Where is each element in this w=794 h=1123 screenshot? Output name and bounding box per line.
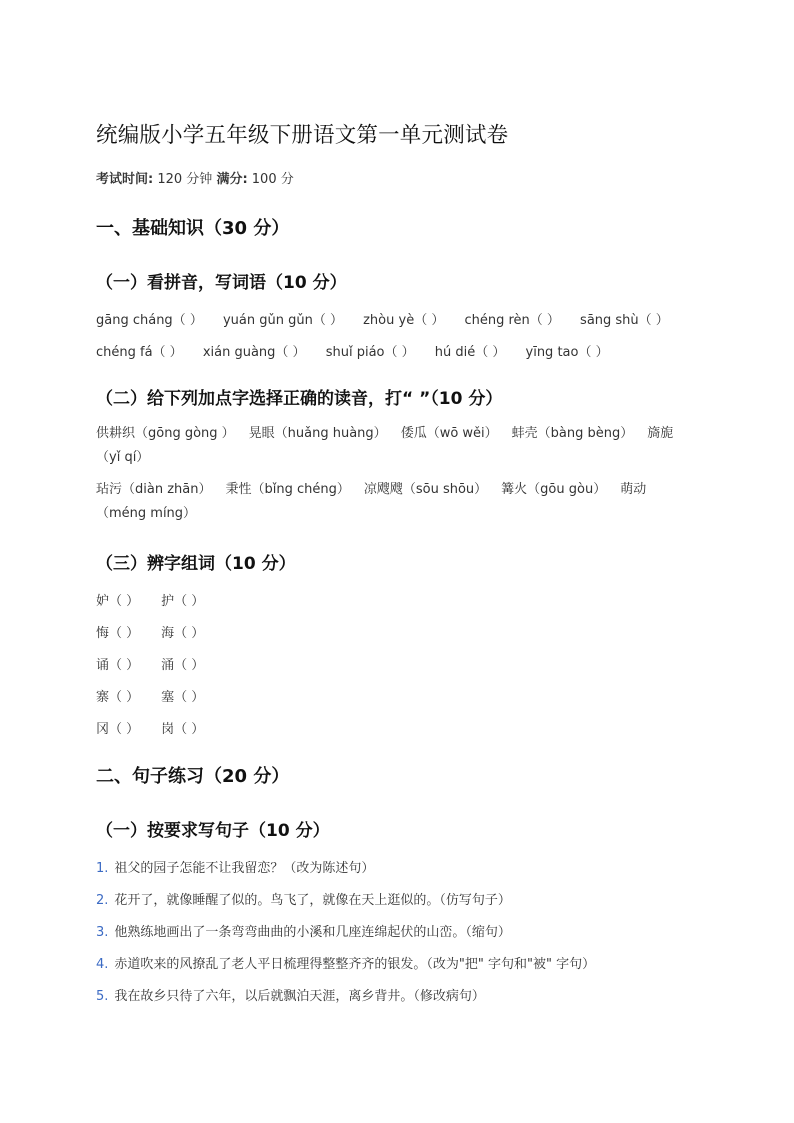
char-pair-row [96,622,204,641]
list-item [96,953,595,972]
reading-item: 玷污（diàn zhān） [96,482,212,497]
pinyin-item: hú dié（ ） [434,345,506,360]
reading-item: 篝火（gōu gòu） [501,482,607,497]
reading-item: 秉性（bǐng chéng） [225,482,350,497]
pinyin-item: sāng shù（ ） [580,313,669,328]
char-pair-row [96,590,204,609]
reading-item: 萌动（méng míng） [96,482,647,521]
part-1-2-heading: （二）给下列加点字选择正确的读音，打“ ”（10 分） [96,389,503,409]
list-item-text: 祖父的园子怎能不让我留恋？（改为陈述句） [114,861,375,876]
list-item [96,921,511,940]
exam-meta [96,168,294,187]
char-pair-item: 妒（ ） [96,594,140,609]
pinyin-item: gāng cháng（ ） [96,313,203,328]
list-item-text: 他熟练地画出了一条弯弯曲曲的小溪和几座连绵起伏的山峦。（缩句） [114,925,511,940]
pinyin-item: chéng rèn（ ） [464,313,560,328]
reading-item: 蚌壳（bàng bèng） [511,426,634,441]
reading-item: 旖旎（yǐ qí） [96,426,674,465]
pinyin-item: xián guàng（ ） [202,345,306,360]
reading-item: 晃眼（huǎng huàng） [248,426,387,441]
char-pair-item: 寨（ ） [96,690,140,705]
char-pair-item: 涌（ ） [161,658,205,673]
list-item-number: 1. [96,861,109,876]
list-item-number: 4. [96,957,109,972]
char-pair-item: 塞（ ） [161,690,205,705]
pinyin-item: chéng fá（ ） [96,345,183,360]
reading-item: 凉飕飕（sōu shōu） [363,482,488,497]
reading-paragraph-1 [96,422,696,470]
section-1-heading: 一、基础知识（30 分） [96,218,290,239]
part-1-1-heading: （一）看拼音，写词语（10 分） [96,273,347,293]
char-pair-item: 冈（ ） [96,722,140,737]
list-item-number: 3. [96,925,109,940]
char-pair-item: 悔（ ） [96,626,140,641]
char-pair-item: 护（ ） [161,594,205,609]
char-pair-item: 岗（ ） [161,722,205,737]
char-pair-row [96,718,204,737]
list-item-text: 我在故乡只待了六年，以后就飘泊天涯，离乡背井。（修改病句） [114,989,485,1004]
char-pair-row [96,654,204,673]
time-value: 120 分钟 [157,172,213,187]
char-pair-item: 诵（ ） [96,658,140,673]
list-item-text: 花开了，就像睡醒了似的。鸟飞了，就像在天上逛似的。（仿写句子） [114,893,511,908]
pinyin-item: yuán gǔn gǔn（ ） [222,313,343,328]
pinyin-item: zhòu yè（ ） [363,313,445,328]
list-item-number: 5. [96,989,109,1004]
score-label: 满分: [216,172,248,187]
list-item [96,985,485,1004]
char-pair-item: 海（ ） [161,626,205,641]
list-item-text: 赤道吹来的风撩乱了老人平日梳理得整整齐齐的银发。（改为"把" 字句和"被" 字句） [114,957,596,972]
pinyin-row-1 [96,309,669,328]
pinyin-row-2 [96,341,609,360]
pinyin-item: yīng tao（ ） [525,345,609,360]
page-title: 统编版小学五年级下册语文第一单元测试卷 [96,123,509,148]
reading-paragraph-2 [96,478,696,526]
list-item [96,889,511,908]
pinyin-item: shuǐ piáo（ ） [325,345,415,360]
reading-item: 倭瓜（wō wěi） [400,426,498,441]
section-2-heading: 二、句子练习（20 分） [96,766,290,787]
list-item [96,857,374,876]
part-2-1-heading: （一）按要求写句子（10 分） [96,821,330,841]
reading-item: 供耕织（gōng gòng ） [96,426,235,441]
time-label: 考试时间: [96,172,154,187]
char-pair-row [96,686,204,705]
score-value: 100 分 [251,172,294,187]
list-item-number: 2. [96,893,109,908]
part-1-3-heading: （三）辨字组词（10 分） [96,554,296,574]
